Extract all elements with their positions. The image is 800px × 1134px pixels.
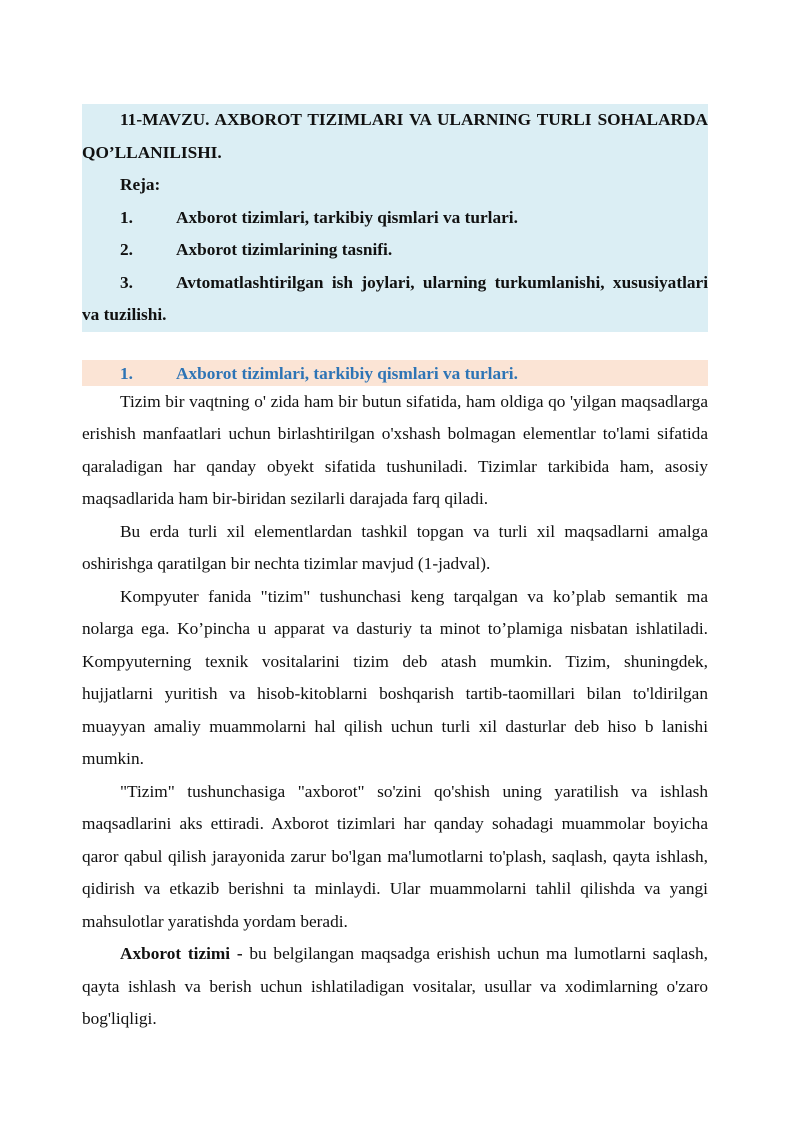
paragraph: Tizim bir vaqtning o' zida ham bir butun sifatida, ham oldiga qo 'yilgan maqsadlarga erishish manfaatlari uchun birlashtirilgan o'xshash bolmagan elementlar to'lami sifatida qaraladigan har qanday obyekt sifatida tushuniladi. Tizimlar tarkibida ham, asosiy maqsadlarida ham bir-biridan sezilarli darajada farq qiladi. bbox=[82, 391, 708, 508]
paragraph: Bu erda turli xil elementlardan tashkil topgan va turli xil maqsadlarni amalga oshirishga qaratilgan bir nechta tizimlar mavjud (1-jadval). bbox=[82, 521, 708, 573]
section-number: 1. bbox=[120, 363, 133, 383]
section-title: Axborot tizimlari, tarkibiy qismlari va turlari. bbox=[176, 363, 518, 383]
plan-label: Reja: bbox=[120, 175, 161, 194]
body-text bbox=[82, 386, 708, 1036]
topic-header bbox=[82, 104, 708, 332]
document-page bbox=[82, 104, 708, 1036]
paragraph: Kompyuter fanida "tizim" tushunchasi keng tarqalgan va ko’plab semantik ma nolarga ega. Ko’pincha u apparat va dasturiy ta minot to’plamiga nisbatan ishlatiladi. Kompyuterning texnik vositalarini tizim deb atash mumkin. Tizim, shuningdek, hujjatlarni yuritish va hisob-kitoblarni boshqarish tartib-taomillari bilan to'ldirilgan muayyan amaliy muammolarni hal qilish uchun turli xil dasturlar deb hiso b lanishi mumkin. bbox=[82, 586, 708, 768]
paragraph: "Tizim" tushunchasiga "axborot" so'zini qo'shish uning yaratilish va ishlash maqsadlarini aks ettiradi. Axborot tizimlari har qanday sohadagi muammolar boyicha qaror qabul qilish jarayonida zarur bo'lgan ma'lumotlarni to'plash, saqlash, qayta ishlash, qidirish va etkazib berishni ta minlaydi. Ular muammolarni tahlil qilishda va yangi mahsulotlar yaratishda yordam beradi. bbox=[82, 781, 708, 931]
definition-text: bu belgilangan maqsadga erishish uchun ma lumotlarni saqlash, qayta ishlash va berish uchun ishlatiladigan vositalar, usullar va xodimlarning o'zaro bog'liqligi. bbox=[82, 944, 708, 1028]
plan-item: 3. Avtomatlashtirilgan ish joylari, ularning turkumlanishi, xususiyatlari va tuzilishi. bbox=[82, 272, 708, 324]
definition-term: Axborot tizimi - bbox=[120, 944, 243, 963]
topic-title: 11-MAVZU. AXBOROT TIZIMLARI VA ULARNING TURLI SOHALARDA QO’LLANILISHI. bbox=[82, 110, 708, 162]
spacer bbox=[82, 332, 708, 360]
plan-item: 2. Axborot tizimlarining tasnifi. bbox=[120, 240, 393, 259]
definition-paragraph bbox=[82, 938, 708, 1036]
plan-item: 1. Axborot tizimlari, tarkibiy qismlari va turlari. bbox=[120, 207, 518, 227]
section-heading bbox=[82, 360, 708, 386]
